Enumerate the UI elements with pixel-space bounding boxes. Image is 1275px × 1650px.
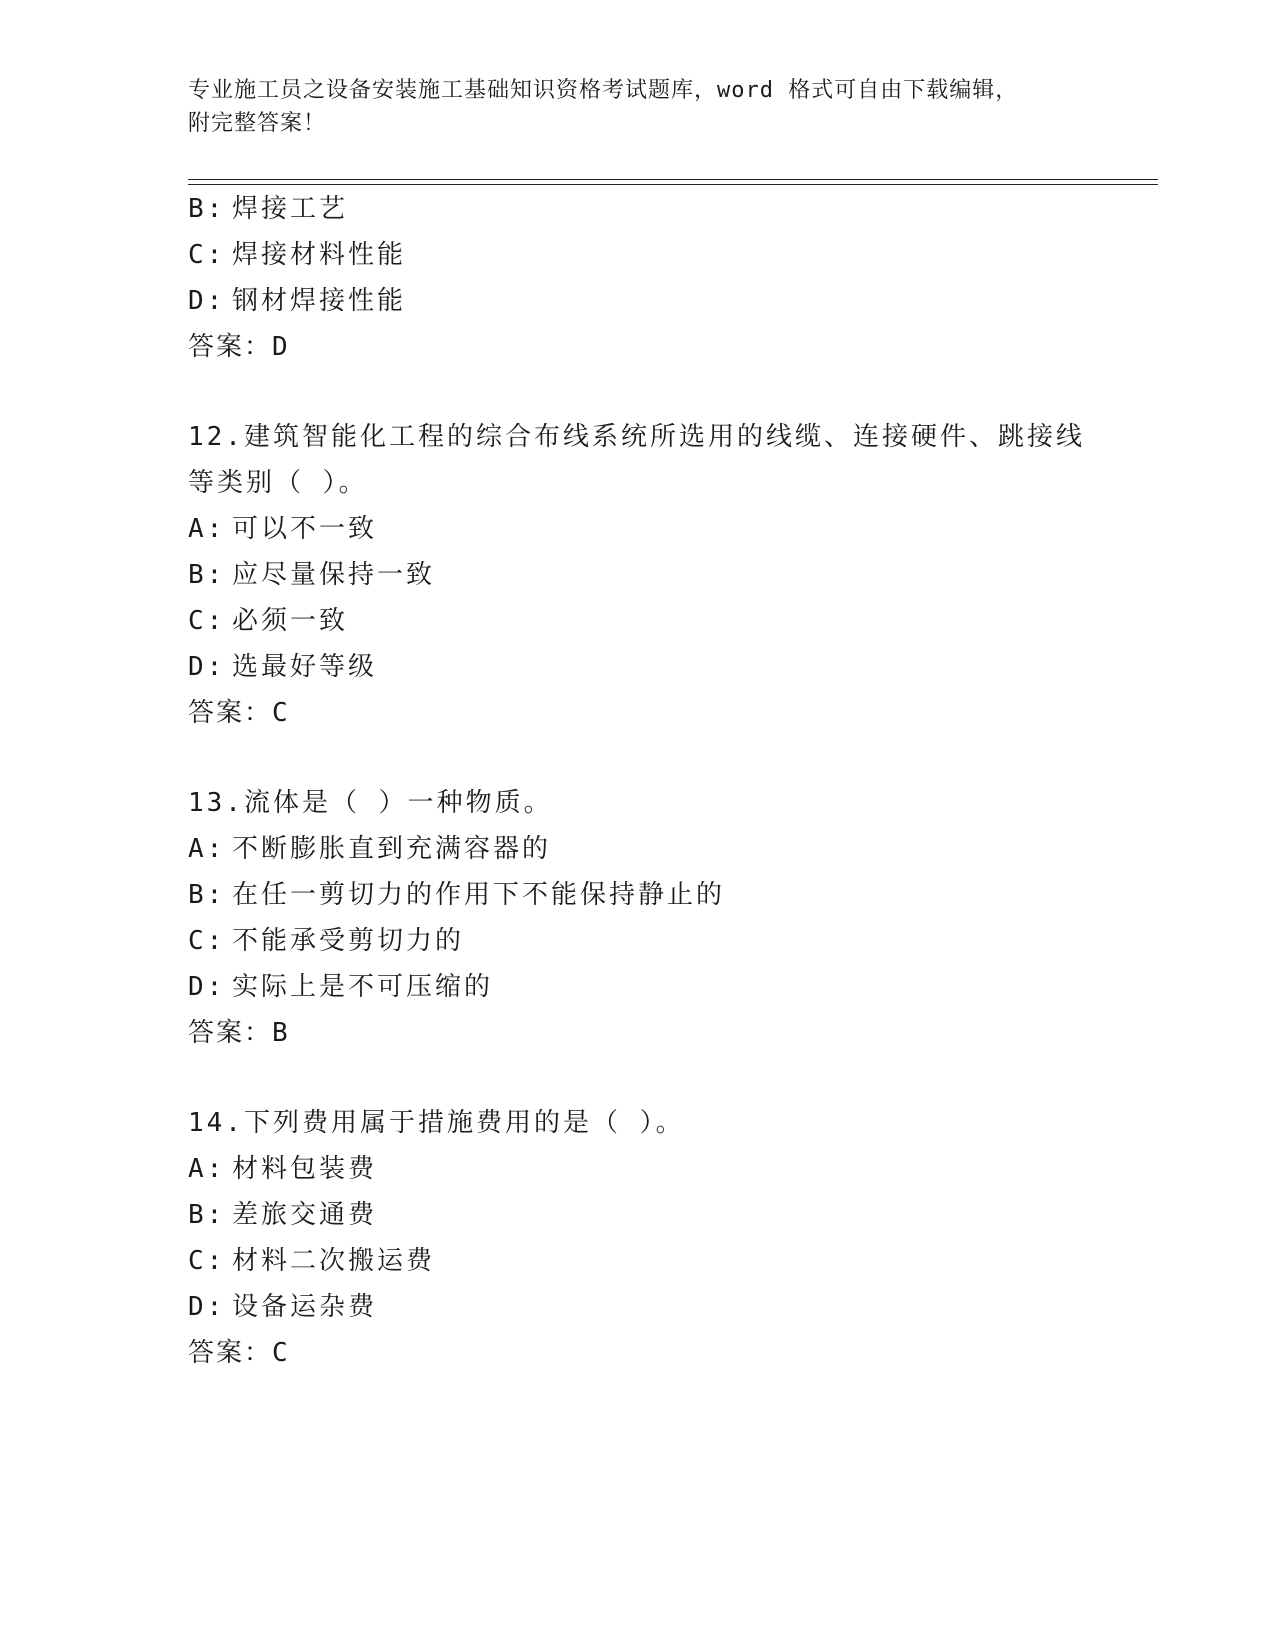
option-row xyxy=(188,552,1088,598)
option-text: 实际上是不可压缩的 xyxy=(232,972,494,1002)
option-row xyxy=(188,1284,1088,1330)
option-row xyxy=(188,826,1088,872)
header-divider-top xyxy=(188,179,1158,180)
option-key: B: xyxy=(188,880,226,910)
option-text: 焊接材料性能 xyxy=(232,240,407,270)
answer-value: C xyxy=(272,698,290,728)
option-key: D: xyxy=(188,652,226,682)
answer-row xyxy=(188,1330,1088,1376)
question-12 xyxy=(188,414,1088,736)
answer-row xyxy=(188,324,1088,370)
answer-label: 答案： xyxy=(188,1018,273,1048)
option-row xyxy=(188,918,1088,964)
answer-label: 答案： xyxy=(188,698,273,728)
option-text: 设备运杂费 xyxy=(232,1292,378,1322)
answer-value: D xyxy=(272,332,290,362)
question-14 xyxy=(188,1100,1088,1376)
document-header xyxy=(188,74,1068,140)
header-divider-bottom xyxy=(188,184,1158,185)
question-stem-continued: 等类别（ ）。 xyxy=(188,468,368,498)
option-row xyxy=(188,232,1088,278)
option-row xyxy=(188,598,1088,644)
option-text: 焊接工艺 xyxy=(232,194,349,224)
option-text: 选最好等级 xyxy=(232,652,378,682)
option-key: C: xyxy=(188,1246,226,1276)
option-key: B: xyxy=(188,560,226,590)
option-row xyxy=(188,644,1088,690)
option-text: 在任一剪切力的作用下不能保持静止的 xyxy=(232,880,726,910)
answer-row xyxy=(188,690,1088,736)
option-key: C: xyxy=(188,606,226,636)
option-row xyxy=(188,964,1088,1010)
option-text: 差旅交通费 xyxy=(232,1200,378,1230)
option-text: 可以不一致 xyxy=(232,514,378,544)
option-key: D: xyxy=(188,1292,226,1322)
option-row xyxy=(188,872,1088,918)
option-row xyxy=(188,186,1088,232)
option-key: B: xyxy=(188,1200,226,1230)
option-key: A: xyxy=(188,514,226,544)
answer-row xyxy=(188,1010,1088,1056)
option-text: 必须一致 xyxy=(232,606,349,636)
option-text: 材料二次搬运费 xyxy=(232,1246,436,1276)
option-key: D: xyxy=(188,286,226,316)
option-key: C: xyxy=(188,926,226,956)
option-key: B: xyxy=(188,194,226,224)
option-key: C: xyxy=(188,240,226,270)
answer-label: 答案： xyxy=(188,1338,273,1368)
answer-label: 答案： xyxy=(188,332,273,362)
answer-value: B xyxy=(272,1018,290,1048)
option-text: 不能承受剪切力的 xyxy=(232,926,465,956)
answer-value: C xyxy=(272,1338,290,1368)
option-row xyxy=(188,506,1088,552)
option-text: 钢材焊接性能 xyxy=(232,286,407,316)
question-stem: 12.建筑智能化工程的综合布线系统所选用的线缆、连接硬件、跳接线 xyxy=(188,422,1085,452)
option-row xyxy=(188,1192,1088,1238)
question-content xyxy=(188,186,1088,1376)
header-line-1: 专业施工员之设备安装施工基础知识资格考试题库，word 格式可自由下载编辑， xyxy=(188,78,1019,103)
option-text: 不断膨胀直到充满容器的 xyxy=(232,834,552,864)
option-key: D: xyxy=(188,972,226,1002)
option-text: 材料包装费 xyxy=(232,1154,378,1184)
question-stem: 14.下列费用属于措施费用的是（ ）。 xyxy=(188,1108,685,1138)
option-key: A: xyxy=(188,834,226,864)
option-row xyxy=(188,1146,1088,1192)
option-row xyxy=(188,1238,1088,1284)
question-13 xyxy=(188,780,1088,1056)
option-row xyxy=(188,278,1088,324)
header-line-2: 附完整答案！ xyxy=(188,111,327,136)
option-text: 应尽量保持一致 xyxy=(232,560,436,590)
question-block-prev xyxy=(188,186,1088,370)
option-key: A: xyxy=(188,1154,226,1184)
question-stem: 13.流体是（ ）一种物质。 xyxy=(188,788,553,818)
